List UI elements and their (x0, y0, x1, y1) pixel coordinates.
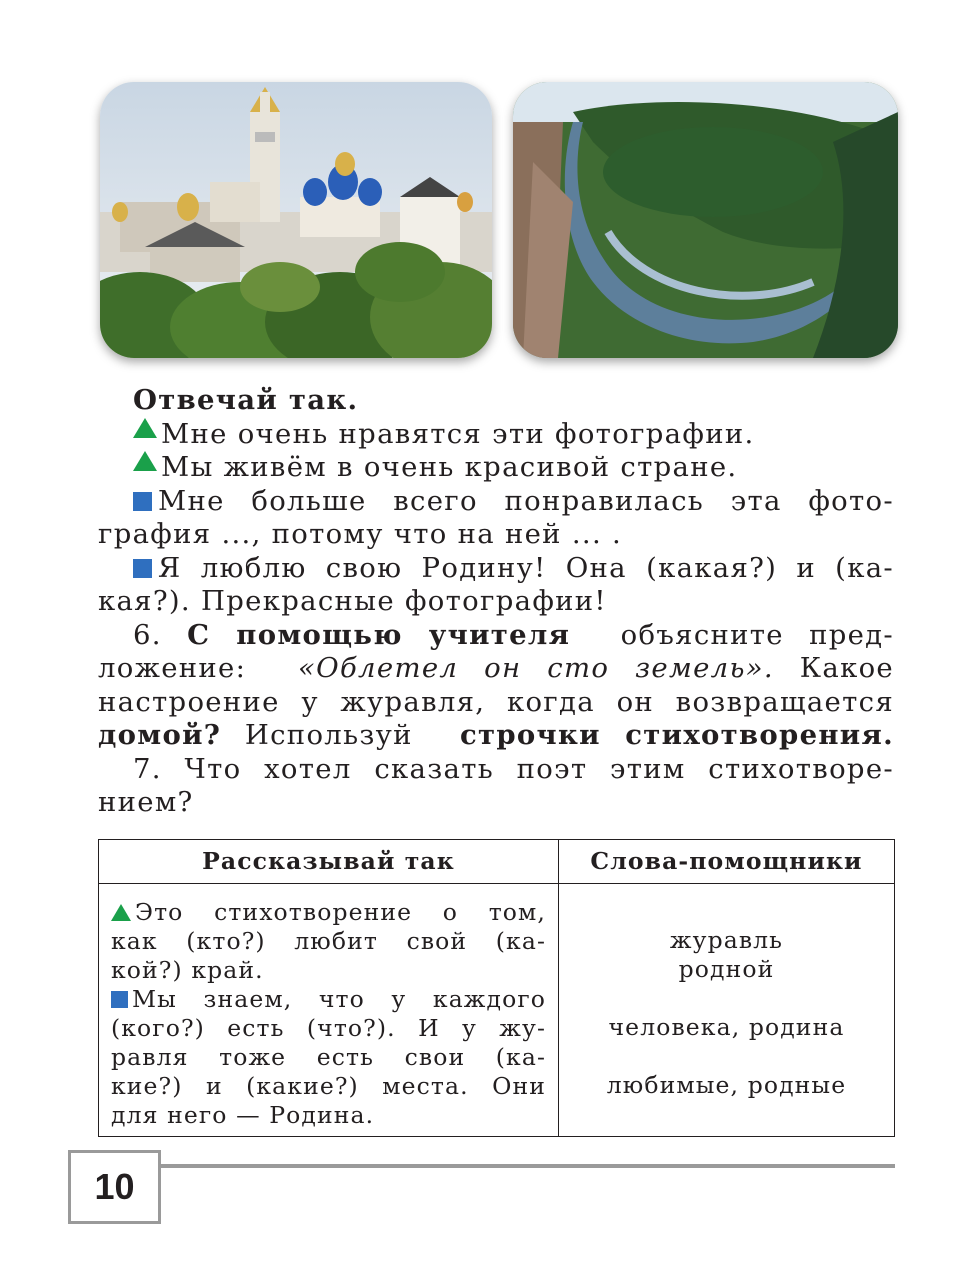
tell-line: Мы знаем, что у каждого (132, 985, 546, 1013)
page-number: 10 (68, 1150, 161, 1224)
helper-word: любимые, родные (606, 1071, 847, 1099)
helper-table (98, 839, 895, 1137)
page-footer-rule (158, 1164, 895, 1168)
green-triangle-icon (111, 904, 131, 921)
tell-line: как (кто?) любит свой (ка- (111, 927, 546, 955)
answer-line: Мне больше всего понравилась эта фото- (158, 484, 894, 517)
green-triangle-icon (133, 451, 157, 471)
helper-word: журавль (669, 926, 784, 954)
answer-heading: Отвечай так. (133, 384, 359, 416)
answer-line: Мы живём в очень красивой стране. (161, 451, 738, 483)
helper-word (559, 984, 894, 1013)
task6-text: настроение у журавля, когда он возвращается (98, 685, 894, 718)
tell-line: для него — Родина. (111, 1101, 375, 1129)
blue-square-icon (133, 559, 152, 578)
task6-text: объясните пред- (620, 618, 895, 651)
table-header-words: Слова-помощники (559, 840, 895, 884)
answer-line: кая?). Прекрасные фотографии! (98, 585, 607, 617)
task6-number: 6. (133, 618, 162, 651)
task6-text: ложение: (98, 652, 247, 684)
main-text (98, 384, 894, 820)
blue-square-icon (111, 991, 128, 1008)
task6-text: Какое (799, 652, 894, 684)
tell-cell (99, 884, 559, 1137)
answer-line: графия ..., потому что на ней ... . (98, 518, 623, 550)
monastery-photo (100, 82, 492, 358)
river-photo (513, 82, 898, 358)
green-triangle-icon (133, 418, 157, 438)
answer-line: Мне очень нравятся эти фотографии. (161, 417, 755, 450)
tell-line: равля тоже есть свои (ка- (111, 1043, 546, 1071)
task6-bold: строчки стихотворения. (459, 719, 894, 751)
tell-line: кие?) и (какие?) места. Они (111, 1072, 546, 1100)
task7-text: нием? (98, 786, 194, 818)
blue-square-icon (133, 492, 152, 511)
task6-text: Используй (244, 719, 413, 751)
helper-word (559, 1042, 894, 1071)
task6-bold: С помощью учителя (187, 618, 571, 651)
table-header-tell: Рассказывай так (99, 840, 559, 884)
helper-word: человека, родина (608, 1013, 845, 1041)
tell-line: (кого?) есть (что?). И у жу- (111, 1014, 546, 1042)
words-cell (559, 884, 895, 1137)
task6-bold: домой? (98, 719, 222, 751)
tell-line: Это стихотворение о том, (135, 898, 546, 926)
answer-line: Я люблю свою Родину! Она (какая?) и (ка- (158, 551, 894, 584)
task6-quote: «Облетел он сто земель». (298, 652, 774, 684)
tell-line: кой?) край. (111, 956, 264, 984)
task7-text: 7. Что хотел сказать поэт этим стихотворе- (133, 752, 894, 785)
helper-word: родной (678, 955, 775, 983)
